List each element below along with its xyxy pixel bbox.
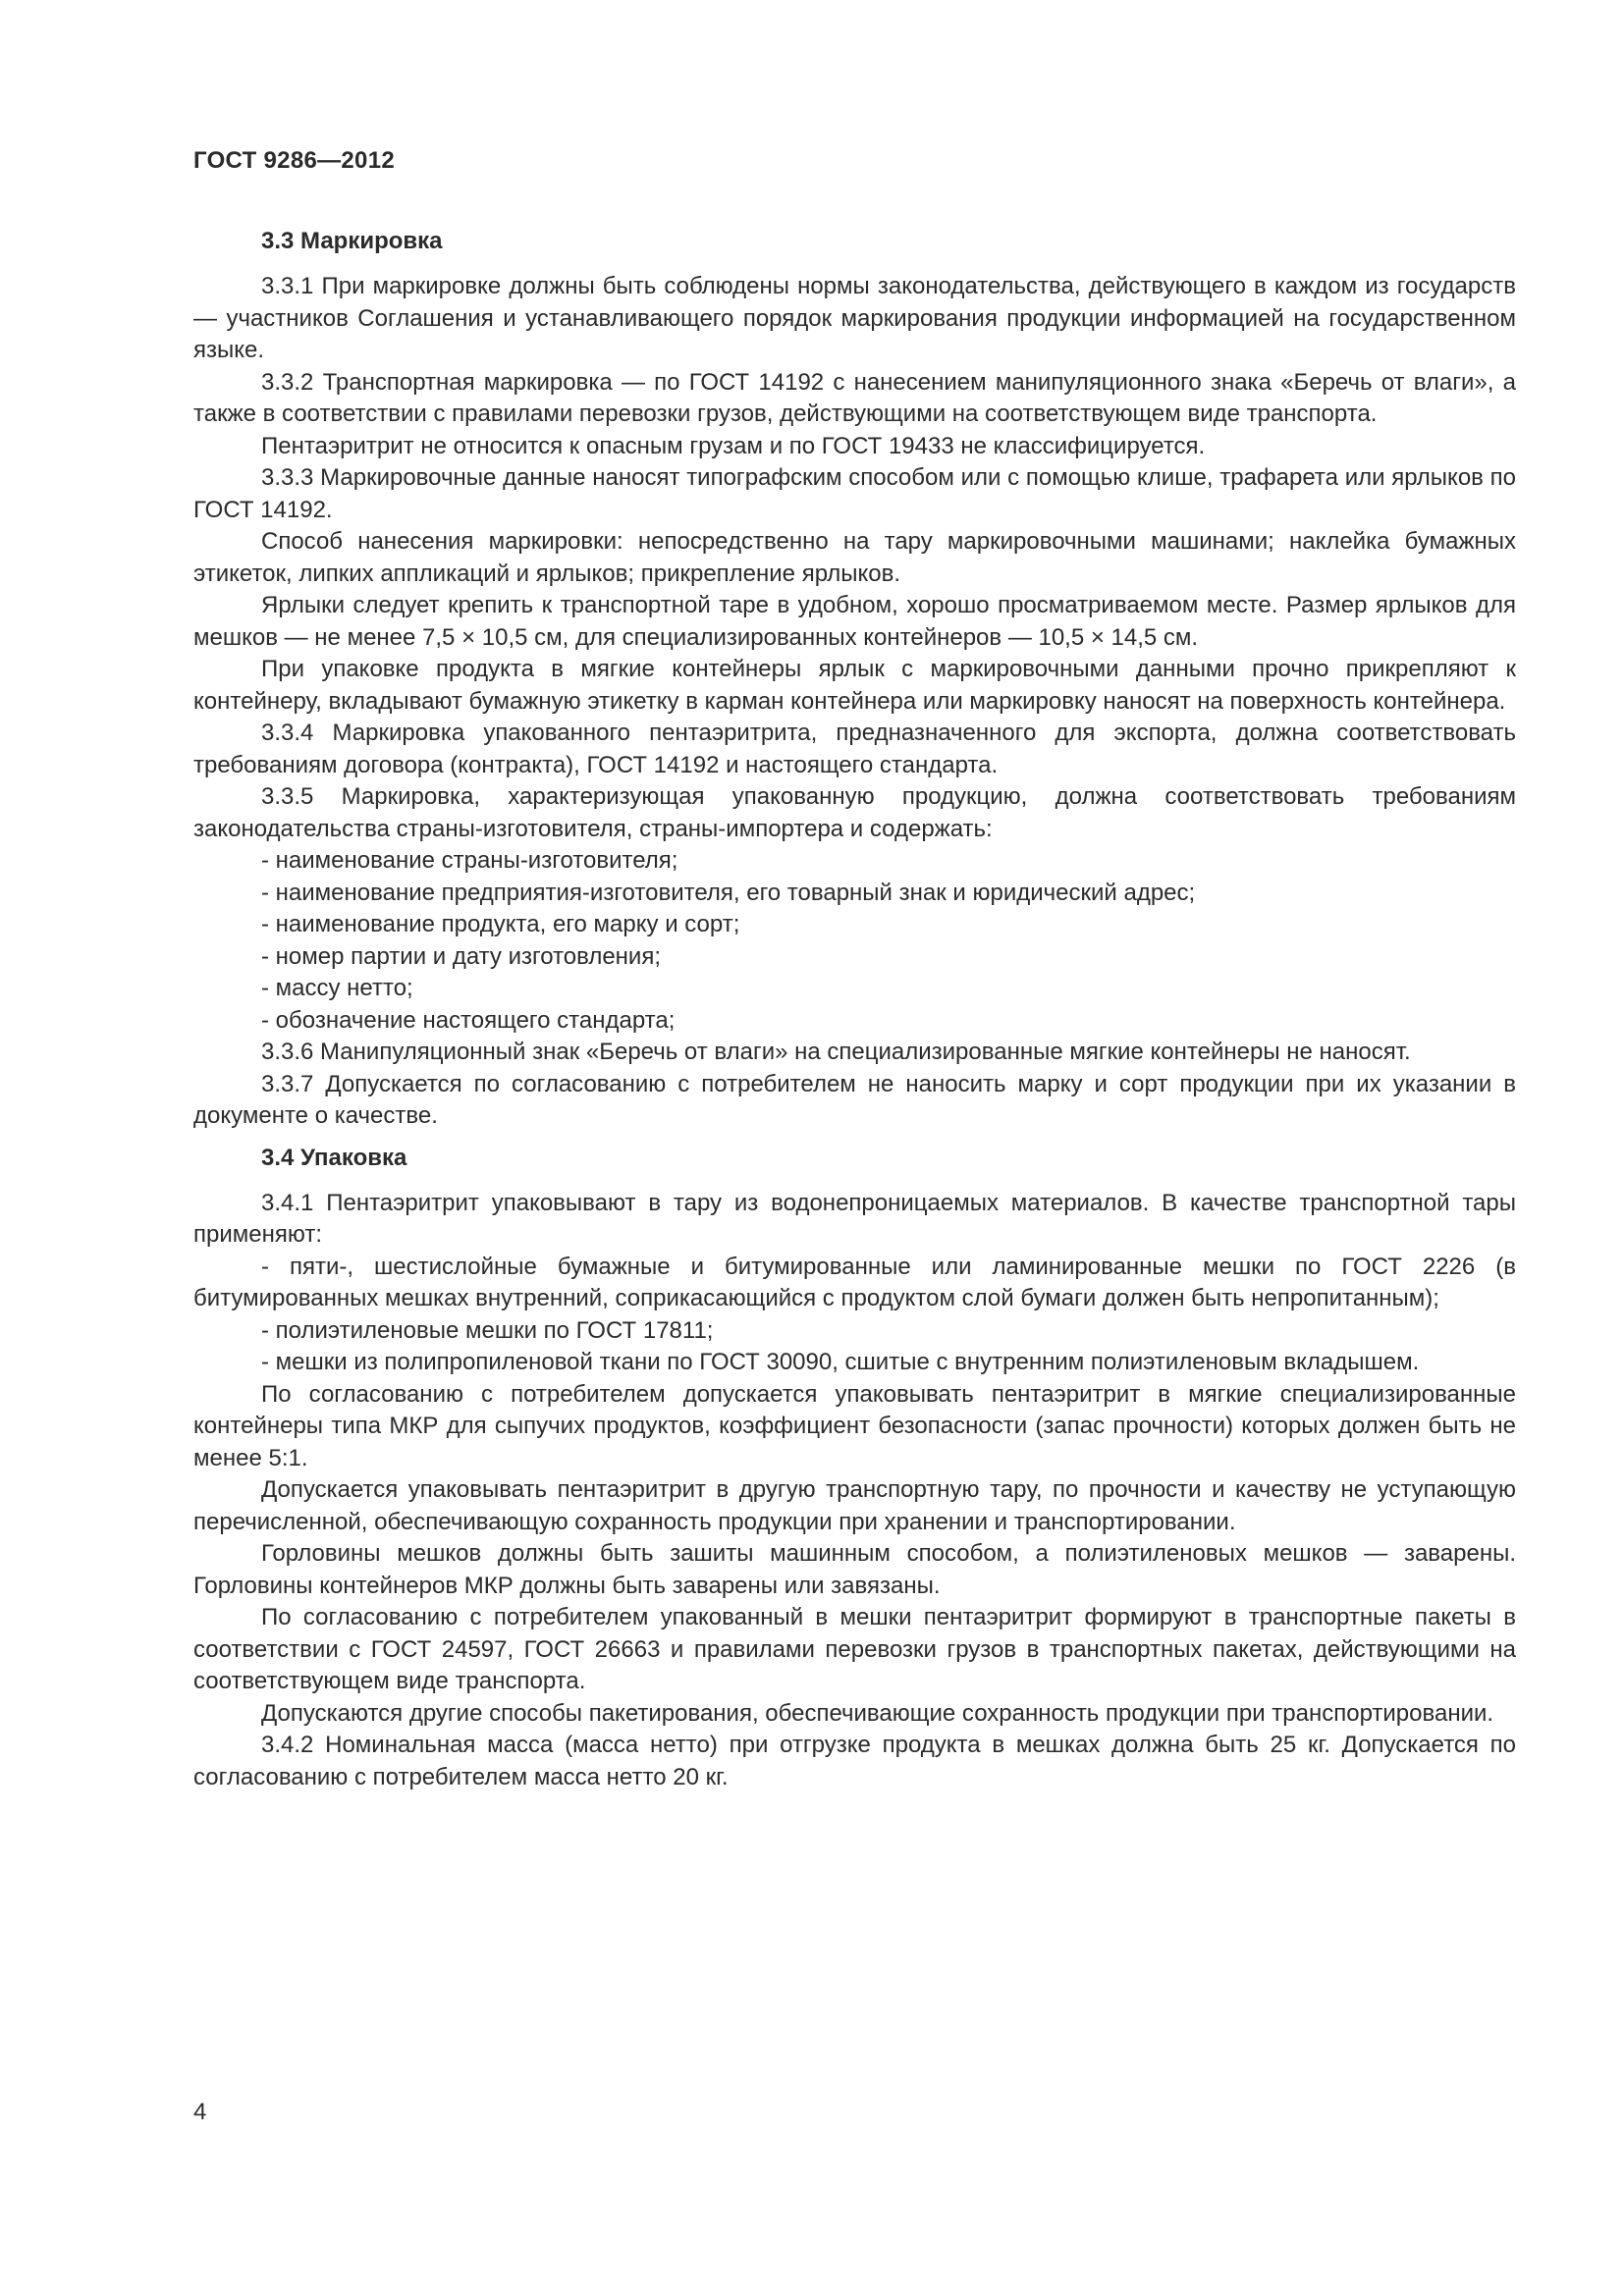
section-title: 3.4 Упаковка — [261, 1144, 407, 1171]
section-title: 3.3 Маркировка — [261, 228, 443, 254]
section-packaging — [193, 1145, 1516, 1794]
paragraph: 3.3.2 Транспортная маркировка — по ГОСТ 14192 с нанесением манипуляционного знака «Беречь от влаги», а также в соответствии с правилами перевозки грузов, действующими на соответствующем виде транспорта. — [193, 368, 1516, 427]
list-item: - наименование предприятия-изготовителя, его товарный знак и юридический адрес; — [261, 879, 1196, 906]
paragraph: По согласованию с потребителем допускается упаковывать пентаэритрит в мягкие специализированные контейнеры типа МКР для сыпучих продуктов, коэффициент безопасности (запас прочности) которых должен быть не менее 5:1. — [193, 1380, 1516, 1471]
paragraph: Горловины мешков должны быть зашиты машинным способом, а полиэтиленовых мешков — заварены. Горловины контейнеров МКР должны быть заварены или завязаны. — [193, 1540, 1516, 1599]
list-item: - пяти-, шестислойные бумажные и битумированные или ламинированные мешки по ГОСТ 2226 (в битумированных мешках внутренний, соприкасающийся с продуктом слой бумаги должен быть непропитанным); — [193, 1253, 1516, 1311]
list-item: - номер партии и дату изготовления; — [261, 942, 661, 970]
paragraph: 3.3.4 Маркировка упакованного пентаэритрита, предназначенного для экспорта, должна соответствовать требованиям договора (контракта), ГОСТ 14192 и настоящего стандарта. — [193, 720, 1516, 778]
list-item: - массу нетто; — [261, 975, 413, 1001]
paragraph: 3.3.6 Манипуляционный знак «Беречь от влаги» на специализированные мягкие контейнеры не наносят. — [261, 1039, 1411, 1065]
paragraph: Ярлыки следует крепить к транспортной таре в удобном, хорошо просматриваемом месте. Размер ярлыков для мешков — не менее 7,5 × 10,5 см, для специализированных контейнеров — 10,5 × 14,5 см. — [193, 592, 1516, 651]
list-item: - мешки из полипропиленовой ткани по ГОСТ 30090, сшитые с внутренним полиэтиленовым вкладышем. — [261, 1349, 1420, 1375]
paragraph: При упаковке продукта в мягкие контейнеры ярлык с маркировочными данными прочно прикрепляют к контейнеру, вкладывают бумажную этикетку в карман контейнера или маркировку наносят на поверхность контейнера. — [193, 656, 1516, 715]
paragraph: По согласованию с потребителем упакованный в мешки пентаэритрит формируют в транспортные пакеты в соответствии с ГОСТ 24597, ГОСТ 26663 и правилами перевозки грузов в транспортных пакетах, действующими на соответствующем виде транспорта. — [193, 1604, 1516, 1694]
paragraph: Допускается упаковывать пентаэритрит в другую транспортную тару, по прочности и качеству не уступающую перечисленной, обеспечивающую сохранность продукции при хранении и транспортировании. — [193, 1476, 1516, 1535]
list-item: - наименование продукта, его марку и сорт; — [261, 911, 740, 937]
section-marking — [193, 228, 1516, 1133]
paragraph: 3.3.5 Маркировка, характеризующая упакованную продукцию, должна соответствовать требованиям законодательства страны-изготовителя, страны-импортера и содержать: — [193, 783, 1516, 842]
paragraph: 3.3.3 Маркировочные данные наносят типографским способом или с помощью клише, трафарета или ярлыков по ГОСТ 14192. — [193, 464, 1516, 523]
list-item: - полиэтиленовые мешки по ГОСТ 17811; — [261, 1316, 714, 1344]
paragraph: 3.3.1 При маркировке должны быть соблюдены нормы законодательства, действующего в каждом из государств — участников Соглашения и устанавливающего порядок маркирования продукции информацией на государственном языке. — [193, 273, 1516, 363]
paragraph: Допускаются другие способы пакетирования, обеспечивающие сохранность продукции при транспортировании. — [261, 1699, 1494, 1727]
document-page — [193, 147, 1516, 1793]
paragraph: Пентаэритрит не относится к опасным грузам и по ГОСТ 19433 не классифицируется. — [261, 432, 1206, 459]
paragraph: Способ нанесения маркировки: непосредственно на тару маркировочными машинами; наклейка бумажных этикеток, липких аппликаций и ярлыков; прикрепление ярлыков. — [193, 528, 1516, 587]
page-number: 4 — [193, 2099, 207, 2125]
paragraph: 3.4.2 Номинальная масса (масса нетто) при отгрузке продукта в мешках должна быть 25 кг. Допускается по согласованию с потребителем масса нетто 20 кг. — [193, 1732, 1516, 1790]
paragraph: 3.3.7 Допускается по согласованию с потребителем не наносить марку и сорт продукции при их указании в документе о качестве. — [193, 1070, 1516, 1129]
list-item: - наименование страны-изготовителя; — [261, 847, 678, 874]
list-item: - обозначение настоящего стандарта; — [261, 1006, 676, 1034]
document-number: ГОСТ 9286—2012 — [193, 147, 396, 174]
paragraph: 3.4.1 Пентаэритрит упаковывают в тару из водонепроницаемых материалов. В качестве транспортной тары применяют: — [193, 1189, 1516, 1248]
